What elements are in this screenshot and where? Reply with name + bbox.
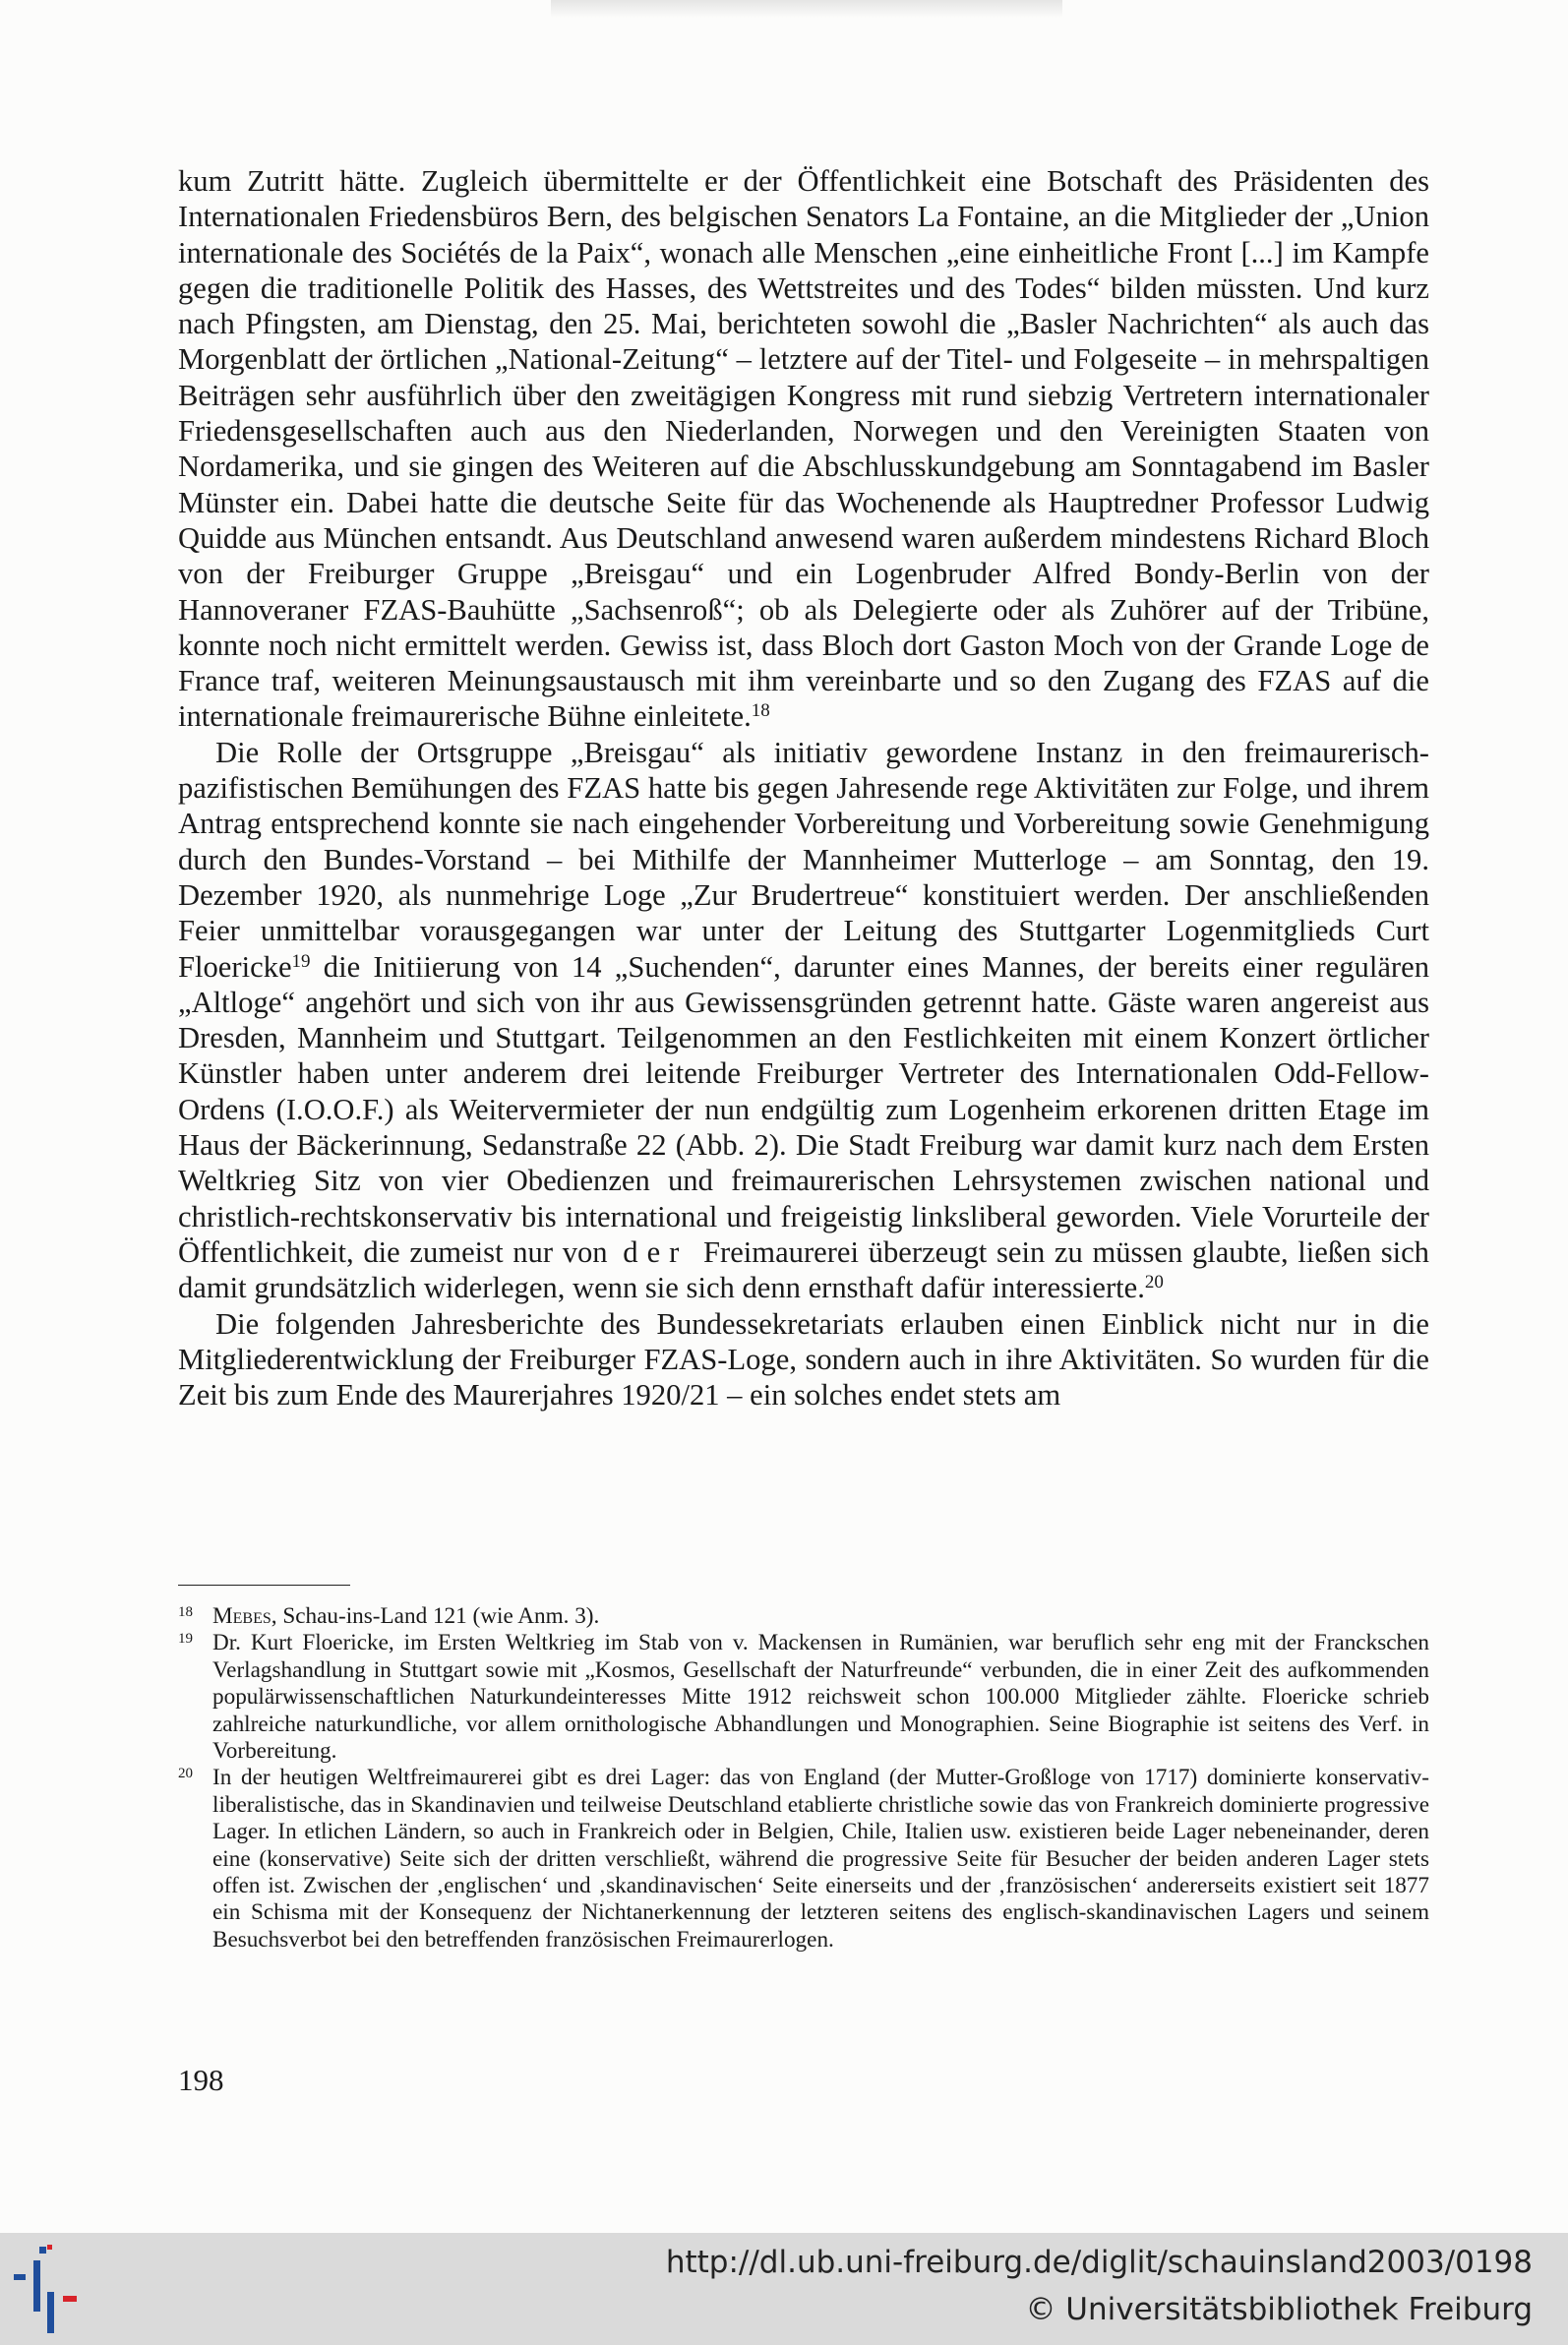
footnote-ref-19[interactable]: 19 bbox=[291, 950, 311, 972]
ub-freiburg-logo-icon[interactable] bbox=[12, 2241, 100, 2339]
footer-url-link[interactable]: http://dl.ub.uni-freiburg.de/diglit/schauinsland2003/0198 bbox=[665, 2245, 1533, 2280]
paragraph-2 bbox=[178, 735, 1429, 1306]
footnotes-section bbox=[178, 1603, 1429, 1954]
paragraph-2-text-b: die Initiierung von 14 „Suchenden“, darunter eines Mannes, der bereits einer regulären „Altloge“ angehört und sich von ihr aus Gewissensgründen getrennt hatte. Gäste waren angereist aus Dresden, Mannheim und Stuttgart. Teilgenommen an den Festlichkeiten mit einem Konzert örtlicher Künstler haben unter anderem drei leitende Freiburger Vertreter des Internationalen Odd-Fellow-Ordens (I.O.O.F.) als Weitervermieter der nun endgültig zum Logenheim erkorenen dritten Etage im Haus der Bäckerinnung, Sedanstraße 22 (Abb. 2). Die Stadt Freiburg war damit kurz nach dem Ersten Weltkrieg Sitz von vier Obedienzen und freimaurerischen Lehrsystemen zwischen national und christlich-rechtskonservativ bis international und freigeistig linksliberal geworden. Viele Vorurteile der Öffentlichkeit, die zumeist nur von bbox=[178, 949, 1429, 1269]
main-text-body bbox=[178, 163, 1429, 1413]
paragraph-1-text: kum Zutritt hätte. Zugleich übermittelte er der Öffentlichkeit eine Botschaft des Präsidenten des Internationalen Friedensbüros Bern, des belgischen Senators La Fontaine, an die Mitglieder der „Union internationale des Sociétés de la Paix“, wonach alle Menschen „eine einheitliche Front [...] im Kampfe gegen die traditionelle Politik des Hasses, des Wettstreites und des Todes“ bilden müssten. Und kurz nach Pfingsten, am Dienstag, den 25. Mai, berichteten sowohl die „Basler Nachrichten“ als auch das Morgenblatt der örtlichen „National-Zeitung“ – letztere auf der Titel- und Folgeseite – in mehrspaltigen Beiträgen sehr ausführlich über den zweitägigen Kongress mit rund siebzig Vertretern internationaler Friedensgesellschaften auch aus den Niederlanden, Norwegen und den Vereinigten Staaten von Nordamerika, und sie gingen des Weiteren auf die Abschlusskundgebung am Sonntagabend im Basler Münster ein. Dabei hatte die deutsche Seite für das Wochenende als Hauptredner Professor Ludwig Quidde aus München entsandt. Aus Deutschland anwesend waren außerdem mindestens Richard Bloch von der Freiburger Gruppe „Breisgau“ und ein Logenbruder Alfred Bondy-Berlin von der Hannoveraner FZAS-Bauhütte „Sachsenroß“; ob als Delegierte oder als Zuhörer auf der Tribüne, konnte noch nicht ermittelt werden. Gewiss ist, dass Bloch dort Gaston Moch von der Grande Loge de France traf, weiteren Meinungsaustausch mit ihm vereinbarte und so den Zugang des FZAS auf die internationale freimaurerische Bühne einleitete. bbox=[178, 164, 1429, 734]
footnote-divider bbox=[178, 1585, 350, 1586]
footnote-20 bbox=[178, 1765, 1429, 1954]
scan-edge-shadow bbox=[551, 0, 1062, 18]
spaced-emphasis: der bbox=[623, 1234, 689, 1269]
footnote-number: 18 bbox=[178, 1604, 193, 1620]
footnote-number: 20 bbox=[178, 1766, 193, 1782]
footnote-19 bbox=[178, 1630, 1429, 1765]
paragraph-1 bbox=[178, 163, 1429, 735]
footnote-author: Mebes bbox=[212, 1603, 271, 1629]
paragraph-2-text-a: Die Rolle der Ortsgruppe „Breisgau“ als initiativ gewordene Instanz in den freimaurerisch-pazifistischen Bemühungen des FZAS hatte bis gegen Jahresende rege Aktivitäten zur Folge, und ihrem Antrag entsprechend konnte sie nach eingehender Vorbereitung und Vorbereitung sowie Genehmigung durch den Bundes-Vorstand – bei Mithilfe der Mannheimer Mutterloge – am Sonntag, den 19. Dezember 1920, als nunmehrige Loge „Zur Brudertreue“ konstituiert werden. Der anschließenden Feier unmittelbar vorausgegangen war unter der Leitung des Stuttgarter Logenmitglieds Curt Floericke bbox=[178, 735, 1429, 984]
footnote-ref-18[interactable]: 18 bbox=[751, 700, 770, 722]
paragraph-2-text-c: Freimaurerei überzeugt sein zu müssen glaubte, ließen sich damit grundsätzlich widerlegen, wenn sie sich denn ernsthaft dafür interessierte. bbox=[178, 1234, 1429, 1305]
paragraph-3-text: Die folgenden Jahresberichte des Bundessekretariats erlauben einen Einblick nicht nur in die Mitgliederentwicklung der Freiburger FZAS-Loge, sondern auch in ihre Aktivitäten. So wurden für die Zeit bis zum Ende des Maurerjahres 1920/21 – ein solches endet stets am bbox=[178, 1306, 1429, 1413]
footer-copyright: © Universitätsbibliothek Freiburg bbox=[1025, 2292, 1533, 2327]
footnote-text: , Schau-ins-Land 121 (wie Anm. 3). bbox=[271, 1603, 600, 1629]
page-number: 198 bbox=[178, 2063, 224, 2097]
footnote-text: In der heutigen Weltfreimaurerei gibt es drei Lager: das von England (der Mutter-Großloge von 1717) dominierte konservativ-liberalistische, das in Skandinavien und teilweise Deutschland etablierte christliche sowie das von Frankreich dominierte progressive Lager. In etlichen Ländern, so auch in Frankreich oder in Belgien, Chile, Italien usw. existieren beide Lager nebeneinander, deren eine (konservative) Seite sich der dritten verschließt, während die progressive Seite für Besucher der beiden anderen Lager stets offen ist. Zwischen der ‚englischen‘ und ‚skandinavischen‘ Seite einerseits und der ‚französischen‘ andererseits existiert seit 1877 ein Schisma mit der Konsequenz der Nichtanerkennung der letzteren seitens des englisch-skandinavischen Lagers und seinem Besuchsverbot bei den betreffenden französischen Freimaurerlogen. bbox=[212, 1765, 1429, 1953]
footnote-ref-20[interactable]: 20 bbox=[1144, 1272, 1164, 1293]
footnote-18 bbox=[178, 1603, 1429, 1630]
paragraph-3 bbox=[178, 1306, 1429, 1413]
footnote-text: Dr. Kurt Floericke, im Ersten Weltkrieg im Stab von v. Mackensen in Rumänien, war beruflich sehr eng mit der Franckschen Verlagshandlung in Stuttgart sowie mit „Kosmos, Gesellschaft der Naturfreunde“ verbunden, die in einer Zeit des aufkommenden populärwissenschaftlichen Naturkundeinteresses Mitte 1912 reichsweit schon 100.000 Mitglieder zählte. Floericke schrieb zahlreiche naturkundliche, vor allem ornithologische Abhandlungen und Monographien. Seine Biographie ist seitens des Verf. in Vorbereitung. bbox=[212, 1630, 1429, 1765]
footnote-number: 19 bbox=[178, 1631, 193, 1648]
